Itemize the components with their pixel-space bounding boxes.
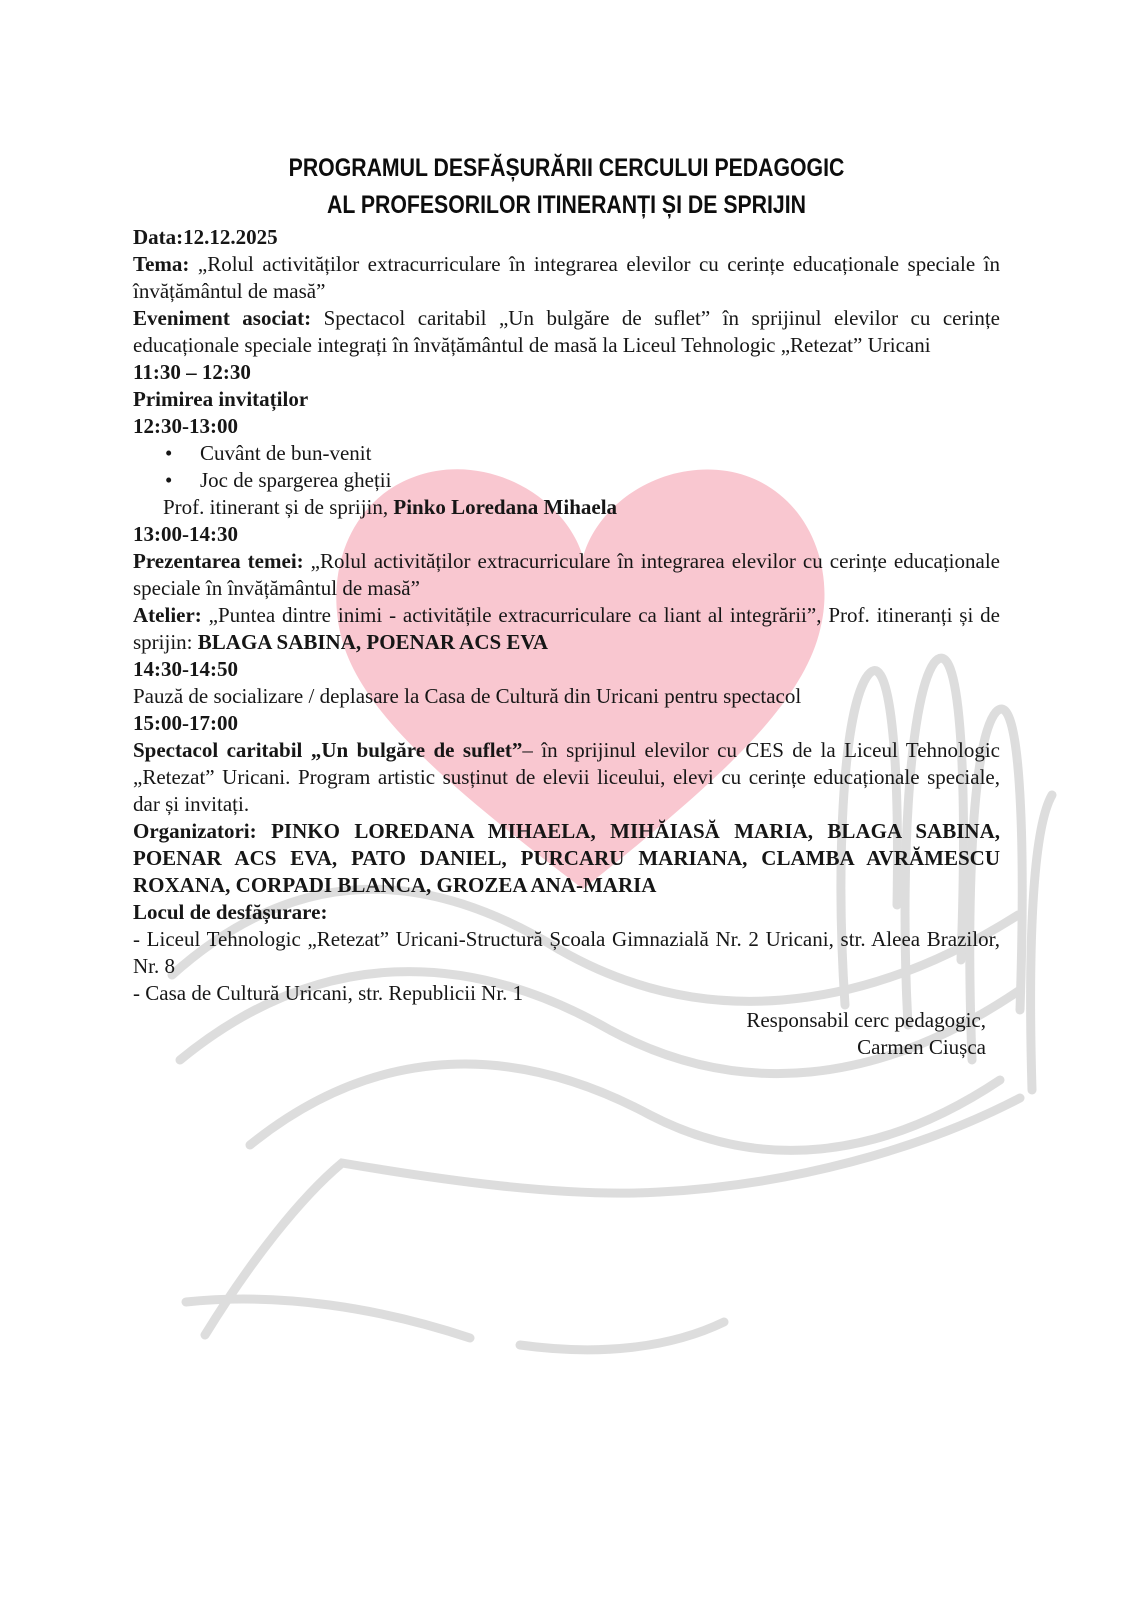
location-label-text: Locul de desfășurare:	[133, 900, 328, 924]
organizers-label: Organizatori:	[133, 819, 257, 843]
title-line-2: AL PROFESORILOR ITINERANȚI ȘI DE SPRIJIN	[327, 191, 806, 219]
slot-4-text-content: Pauză de socializare / deplasare la Casa de Cultură din Uricani pentru spectacol	[133, 684, 802, 708]
location-item-2	[133, 980, 1000, 1007]
slot-1-title	[133, 386, 1000, 413]
workshop-label: Atelier:	[133, 603, 202, 627]
slot-4-time	[133, 656, 1000, 683]
event-paragraph	[133, 305, 1000, 359]
show-title: Spectacol caritabil „Un bulgăre de suflet”	[133, 738, 523, 762]
organizers-paragraph	[133, 818, 1000, 899]
slot-4-time-text: 14:30-14:50	[133, 657, 238, 681]
signature-name-text: Carmen Ciușca	[857, 1035, 986, 1059]
date-line	[133, 224, 1000, 251]
slot-2-activities	[133, 440, 1000, 494]
professor-name: Pinko Loredana Mihaela	[393, 495, 618, 519]
slot-3-workshop	[133, 602, 1000, 656]
location-item-1	[133, 926, 1000, 980]
slot-1-title-text: Primirea invitaților	[133, 387, 309, 411]
location-label	[133, 899, 1000, 926]
slot-5-time-text: 15:00-17:00	[133, 711, 238, 735]
bullet-text: Joc de spargerea gheții	[200, 468, 392, 492]
signature-role-text: Responsabil cerc pedagogic,	[746, 1008, 986, 1032]
presentation-text: „Rolul activităților extracurriculare în integrarea elevilor cu cerințe educaționale speciale în învățământul de masă”	[133, 549, 1000, 600]
slot-4-text	[133, 683, 1000, 710]
slot-5-time	[133, 710, 1000, 737]
event-text: Spectacol caritabil „Un bulgăre de suflet” în sprijinul elevilor cu cerințe educaționale speciale integrați în învățământul de masă la Liceul Tehnologic „Retezat” Uricani	[133, 306, 1000, 357]
list-item	[133, 440, 1000, 467]
tema-paragraph	[133, 251, 1000, 305]
slot-3-presentation	[133, 548, 1000, 602]
event-label: Eveniment asociat:	[133, 306, 312, 330]
slot-5-paragraph	[133, 737, 1000, 818]
slot-1-time	[133, 359, 1000, 386]
location-item-1-text: - Liceul Tehnologic „Retezat” Uricani-Structură Școala Gimnazială Nr. 2 Uricani, str. Aleea Brazilor, Nr. 8	[133, 927, 1000, 978]
workshop-names: BLAGA SABINA, POENAR ACS EVA	[197, 630, 549, 654]
workshop-text: „Puntea dintre inimi - activitățile extracurriculare ca liant al integrării”, Prof. itineranți și de sprijin:	[133, 603, 1000, 654]
tema-text: „Rolul activităților extracurriculare în integrarea elevilor cu cerințe educaționale speciale în învățământul de masă”	[133, 252, 1000, 303]
tema-label: Tema:	[133, 252, 190, 276]
slot-2-professor-line	[133, 494, 1000, 521]
list-item	[133, 467, 1000, 494]
slot-2-time-text: 12:30-13:00	[133, 414, 238, 438]
signature-name	[133, 1034, 1000, 1061]
slot-3-time-text: 13:00-14:30	[133, 522, 238, 546]
slot-3-time	[133, 521, 1000, 548]
presentation-label: Prezentarea temei:	[133, 549, 304, 573]
slot-2-time	[133, 413, 1000, 440]
date-value: Data:12.12.2025	[133, 225, 278, 249]
show-description: – în sprijinul elevilor cu CES de la Liceul Tehnologic „Retezat” Uricani. Program artistic susținut de elevii liceului, elevi cu cerințe educaționale speciale, dar și invitați.	[133, 738, 1001, 816]
location-item-2-text: - Casa de Cultură Uricani, str. Republicii Nr. 1	[133, 981, 524, 1005]
professor-prefix: Prof. itinerant și de sprijin,	[163, 495, 394, 519]
signature-role	[133, 1007, 1000, 1034]
document-title	[198, 150, 935, 224]
bullet-text: Cuvânt de bun-venit	[200, 441, 372, 465]
organizers-names: PINKO LOREDANA MIHAELA, MIHĂIASĂ MARIA, BLAGA SABINA, POENAR ACS EVA, PATO DANIEL, PURCARU MARIANA, CLAMBA AVRĂMESCU ROXANA, CORPADI BLANCA, GROZEA ANA-MARIA	[133, 819, 1000, 897]
title-line-1: PROGRAMUL DESFĂȘURĂRII CERCULUI PEDAGOGIC	[288, 154, 845, 182]
slot-1-time-text: 11:30 – 12:30	[133, 360, 251, 384]
